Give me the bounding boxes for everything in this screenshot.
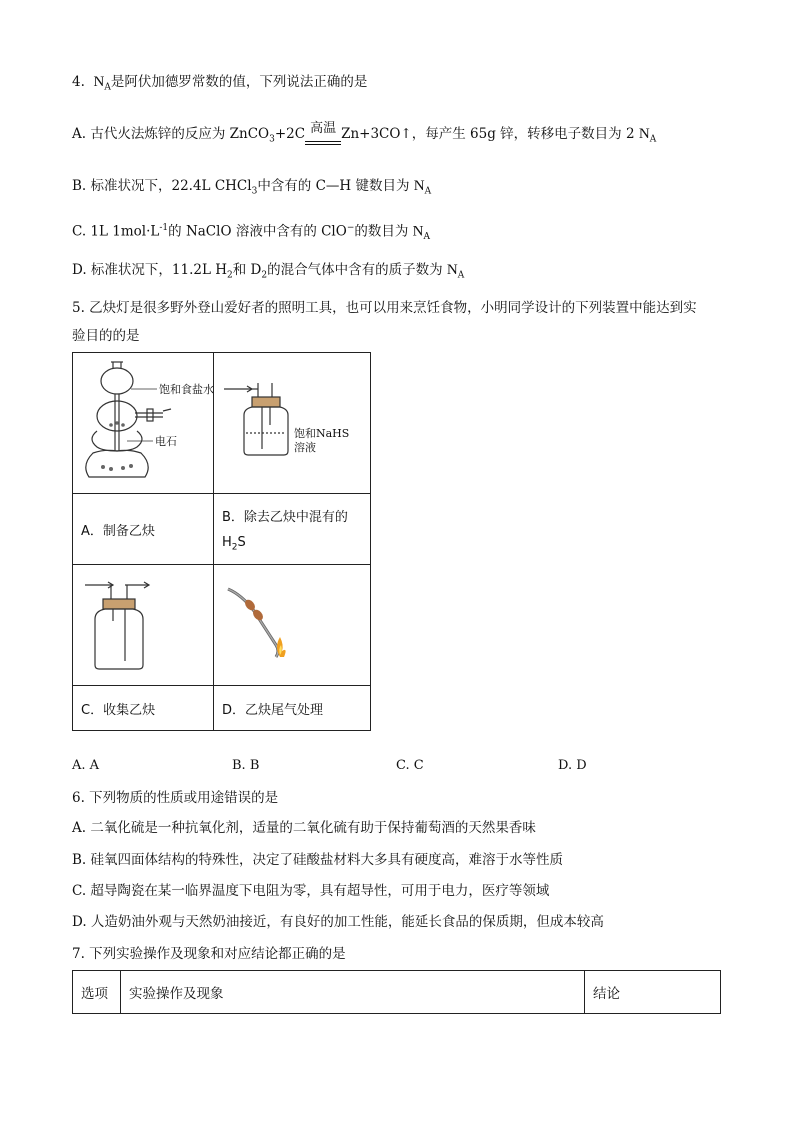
q5-stem-line1: 5. 乙炔灯是很多野外登山爱好者的照明工具，也可以用来烹饪食物，小明同学设计的下列装置中能达到实 [72,300,697,316]
q7-table [72,970,721,1014]
cell-d-label: D．乙炔尾气处理 [214,686,371,731]
figure-c-cell [73,565,214,686]
q5-answer-b: B. B [232,758,260,773]
q6-option-b: B. 硅氧四面体结构的特殊性，决定了硅酸盐材料大多具有硬度高，难溶于水等性质 [72,852,564,868]
label-nahs: 饱和NaHS [294,427,350,440]
figure-a-cell [73,353,214,494]
figure-b-cell [214,353,371,494]
kipp-generator-figure [73,353,213,489]
q6-option-c: C. 超导陶瓷在某一临界温度下电阻为零，具有超导性，可用于电力，医疗等领域 [72,883,550,899]
label-calcium-carbide: 电石 [155,435,177,448]
q4-option-d: D. 标准状况下，11.2L $H_2$和 $D_2$的混合气体中含有的质子数为 $N_A$ [72,262,465,281]
q6-stem: 6. 下列物质的性质或用途错误的是 [72,790,279,806]
collection-bottle-figure [73,565,213,681]
q7-stem: 7. 下列实验操作及现象和对应结论都正确的是 [72,946,346,962]
q4-stem: 4. $N_A$是阿伏加德罗常数的值，下列说法正确的是 [72,74,368,93]
q4-option-a: A. 古代火法炼锌的反应为 ZnCO$_3$+2C 高温 Zn+3CO↑，每产生 65g 锌，转移电子数目为 2 $N_A$ [72,124,656,150]
q6-option-d: D. 人造奶油外观与天然奶油接近，有良好的加工性能，能延长食品的保质期，但成本较高 [72,914,604,930]
cell-c-label: C．收集乙炔 [73,686,214,731]
q4-option-c: C. 1L $1mol\cdot L^{-1}$的 NaClO 溶液中含有的 ClO−的数目为 $N_A$ [72,223,431,243]
q5-answer-c: C. C [396,758,424,773]
header-conclusion: 结论 [585,971,721,1014]
header-option: 选项 [73,971,121,1014]
table-header-row [73,971,721,1014]
label-solution: 溶液 [294,441,316,454]
tail-gas-burning-figure [214,565,370,681]
gas-washing-bottle-figure [214,353,370,489]
reaction-condition-arrow: 高温 [305,133,341,150]
q4-option-b: B. 标准状况下，22.4L CHCl$_3$中含有的 C—H 键数目为 $N_A$ [72,178,432,197]
header-operation: 实验操作及现象 [121,971,585,1014]
label-saturated-brine: 饱和食盐水 [159,383,213,396]
q5-stem-line2: 验目的的是 [72,328,140,344]
figure-d-cell [214,565,371,686]
cell-a-label: A．制备乙炔 [73,494,214,565]
q5-answer-d: D. D [558,758,587,773]
q6-option-a: A. 二氧化硫是一种抗氧化剂，适量的二氧化硫有助于保持葡萄酒的天然果香味 [72,820,536,836]
cell-b-label: B．除去乙炔中混有的 $H_2S$ [214,494,371,565]
q5-answer-a: A. A [72,758,100,773]
q5-apparatus-table [72,352,371,731]
